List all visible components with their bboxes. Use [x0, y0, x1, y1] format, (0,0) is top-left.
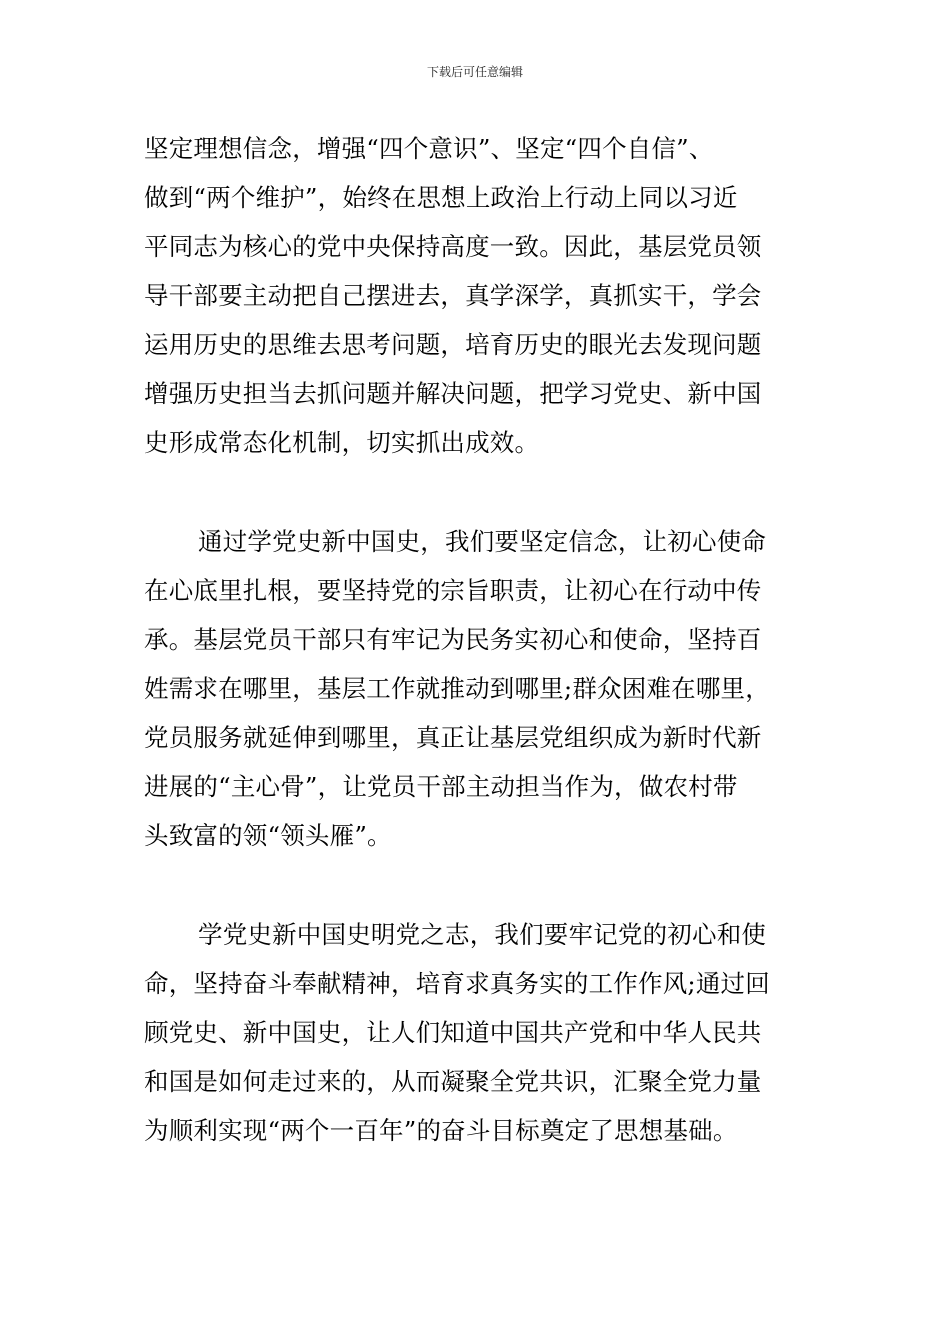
text-line: 承。基层党员干部只有牢记为民务实初心和使命，坚持百	[144, 625, 762, 654]
page-header: 下载后可任意编辑	[426, 65, 523, 79]
text-line: 史形成常态化机制，切实抓出成效。	[144, 428, 540, 457]
text-line: 命，坚持奋斗奉献精神，培育求真务实的工作作风;通过回	[144, 969, 770, 998]
text-line: 导干部要主动把自己摆进去，真学深学，真抓实干，学会	[144, 281, 762, 310]
text-line: 平同志为核心的党中央保持高度一致。因此，基层党员领	[144, 232, 762, 261]
document-body	[144, 124, 808, 1155]
text-line: 增强历史担当去抓问题并解决问题，把学习党史、新中国	[144, 379, 762, 408]
paragraph-spacer	[144, 860, 808, 910]
text-line: 和国是如何走过来的，从而凝聚全党共识，汇聚全党力量	[144, 1067, 762, 1096]
text-line: 进展的“主心骨”，让党员干部主动担当作为，做农村带	[144, 772, 738, 801]
text-line: 通过学党史新中国史，我们要坚定信念，让初心使命	[198, 527, 767, 556]
text-line: 坚定理想信念，增强“四个意识”、坚定“四个自信”、	[144, 134, 714, 163]
paragraph-3	[144, 910, 808, 1155]
text-line: 运用历史的思维去思考问题，培育历史的眼光去发现问题	[144, 330, 762, 359]
text-line: 头致富的领“领头雁”。	[144, 821, 392, 850]
text-line: 在心底里扎根，要坚持党的宗旨职责，让初心在行动中传	[144, 576, 762, 605]
text-line: 党员服务就延伸到哪里，真正让基层党组织成为新时代新	[144, 723, 762, 752]
text-line: 顾党史、新中国史，让人们知道中国共产党和中华人民共	[144, 1018, 762, 1047]
paragraph-2	[144, 517, 808, 860]
text-line: 学党史新中国史明党之志，我们要牢记党的初心和使	[198, 920, 767, 949]
text-line: 做到“两个维护”，始终在思想上政治上行动上同以习近	[144, 183, 738, 212]
text-line: 为顺利实现“两个一百年”的奋斗目标奠定了思想基础。	[144, 1116, 738, 1145]
text-line: 姓需求在哪里，基层工作就推动到哪里;群众困难在哪里，	[144, 674, 770, 703]
paragraph-1	[144, 124, 808, 467]
paragraph-spacer	[144, 467, 808, 517]
